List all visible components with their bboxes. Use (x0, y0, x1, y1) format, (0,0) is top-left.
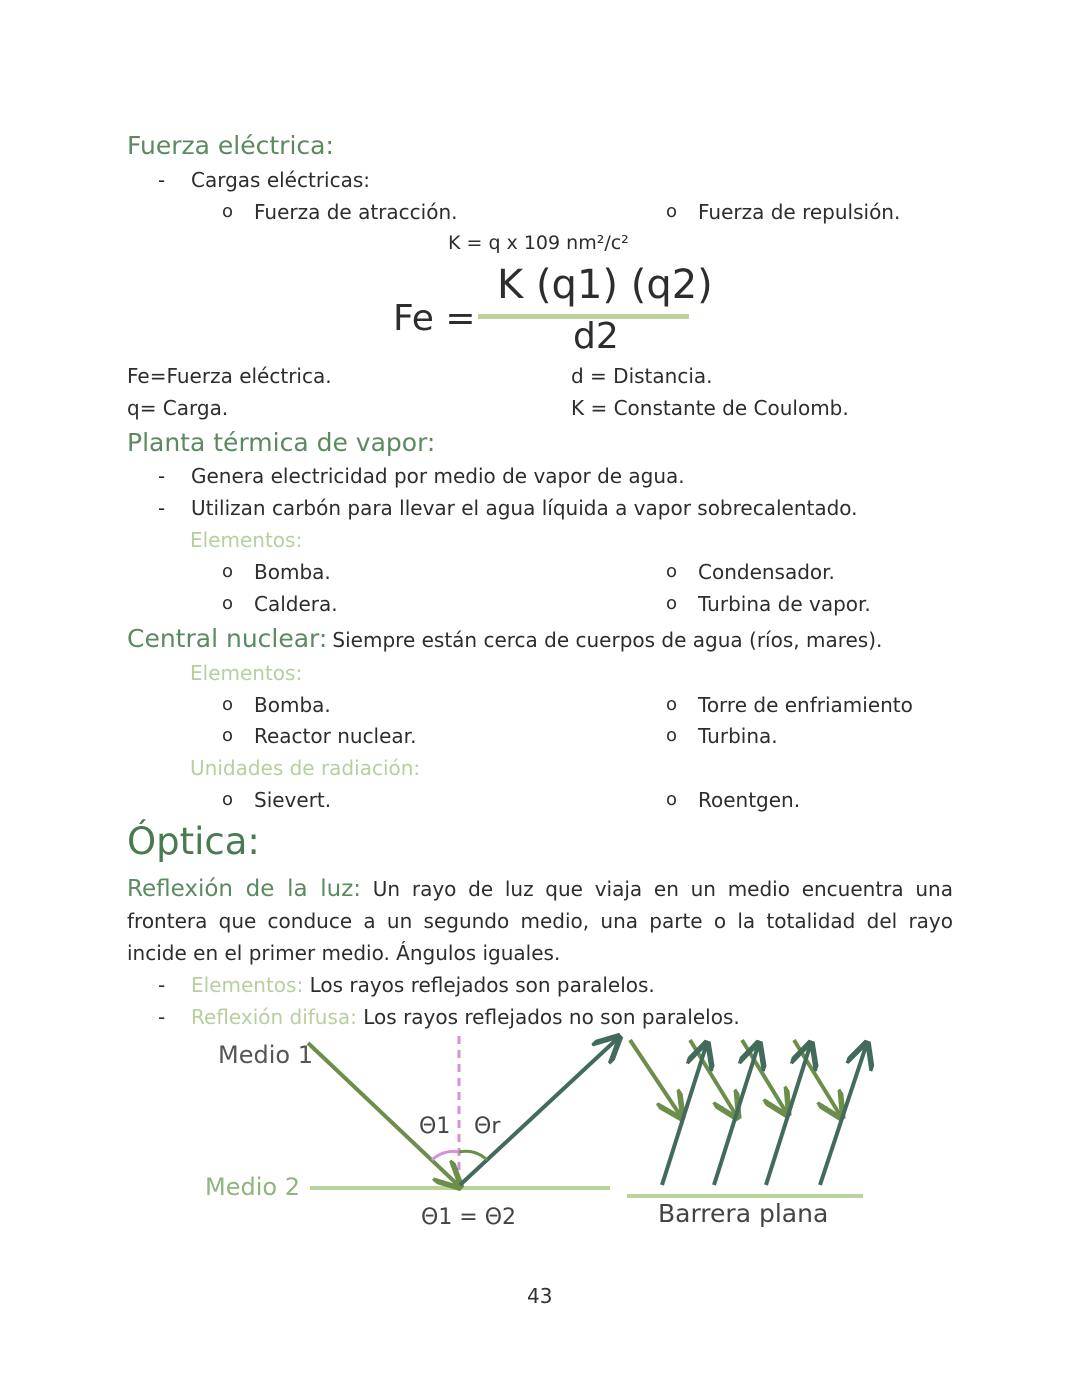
medio2-label: Medio 2 (205, 1173, 300, 1201)
bullet-marker: o (222, 561, 234, 582)
dash-marker: - (158, 973, 166, 997)
bullet-marker: o (222, 789, 234, 810)
list-item: Roentgen. (698, 788, 801, 812)
bullet-marker: o (222, 201, 234, 222)
theta-equation: Θ1 = Θ2 (421, 1205, 517, 1230)
list-item: Condensador. (698, 560, 835, 584)
nuclear-description: Siempre están cerca de cuerpos de agua (ríos, mares). (332, 628, 883, 652)
elementos-label: Elementos: (190, 528, 303, 552)
definition-k: K = Constante de Coulomb. (571, 396, 849, 420)
reflected-ray (460, 1039, 617, 1185)
incoming-ray (630, 1040, 680, 1115)
bullet-marker: o (666, 593, 678, 614)
k-formula: K = q x 109 nm²/c² (448, 232, 629, 254)
list-item: Sievert. (254, 788, 332, 812)
list-item: Caldera. (254, 592, 338, 616)
elementos-label: Elementos: (190, 661, 303, 685)
definition-d: d = Distancia. (571, 364, 713, 388)
medio1-label: Medio 1 (218, 1041, 313, 1069)
section-heading-planta: Planta térmica de vapor: (127, 428, 436, 457)
list-item: Torre de enfriamiento (698, 693, 913, 717)
section-heading-fuerza: Fuerza eléctrica: (127, 131, 334, 160)
list-item: Turbina. (698, 724, 778, 748)
bullet-marker: o (666, 725, 678, 746)
difusa-label: Reflexión difusa: (191, 1005, 357, 1029)
definition-q: q= Carga. (127, 396, 229, 420)
bullet-marker: o (222, 593, 234, 614)
bullet-repulsion: Fuerza de repulsión. (698, 200, 901, 224)
elementos-text: Los rayos reflejados son paralelos. (309, 973, 655, 997)
reflected-parallel-ray (662, 1046, 706, 1185)
dash-marker: - (158, 496, 166, 520)
angle-arc-reflected (459, 1151, 487, 1160)
angle-arc-incident (432, 1151, 459, 1160)
thetar-label: Θr (474, 1114, 501, 1139)
reflected-parallel-ray (766, 1046, 810, 1185)
reflected-parallel-ray (714, 1046, 758, 1185)
dash-marker: - (158, 464, 166, 488)
bullet-marker: o (666, 201, 678, 222)
formula-lhs: Fe = (393, 298, 476, 339)
bullet-atraccion: Fuerza de atracción. (254, 200, 458, 224)
section-heading-optica: Óptica: (127, 820, 260, 863)
bullet-marker: o (666, 694, 678, 715)
reflexion-text: Un rayo de luz que viaja en un medio encuentra una frontera que conduce a un segundo medio, una parte o la totalidad del rayo incide en el primer medio. Ángulos iguales. (127, 877, 953, 965)
cargas-subheading: Cargas eléctricas: (191, 168, 371, 192)
bullet-marker: o (222, 725, 234, 746)
list-item: Bomba. (254, 560, 331, 584)
elementos-label: Elementos: (191, 973, 304, 997)
list-item: Genera electricidad por medio de vapor de agua. (191, 464, 685, 488)
list-item: Utilizan carbón para llevar el agua líquida a vapor sobrecalentado. (191, 496, 858, 520)
unidades-label: Unidades de radiación: (190, 756, 421, 780)
section-heading-nuclear: Central nuclear: (127, 624, 328, 653)
bullet-marker: o (222, 694, 234, 715)
dash-marker: - (158, 168, 166, 192)
definition-fe: Fe=Fuerza eléctrica. (127, 364, 332, 388)
reflected-parallel-ray (820, 1046, 866, 1185)
formula-numerator: K (q1) (q2) (497, 262, 713, 308)
list-item: Reactor nuclear. (254, 724, 417, 748)
difusa-text: Los rayos reflejados no son paralelos. (363, 1005, 740, 1029)
page-number: 43 (527, 1284, 553, 1308)
formula-denominator: d2 (573, 316, 619, 357)
dash-marker: - (158, 1005, 166, 1029)
list-item: Turbina de vapor. (698, 592, 871, 616)
reflexion-heading: Reflexión de la luz: (127, 876, 362, 902)
bullet-marker: o (666, 789, 678, 810)
list-item: Bomba. (254, 693, 331, 717)
theta1-label: Θ1 (419, 1114, 451, 1139)
bullet-marker: o (666, 561, 678, 582)
barrera-plana-label: Barrera plana (658, 1199, 829, 1228)
